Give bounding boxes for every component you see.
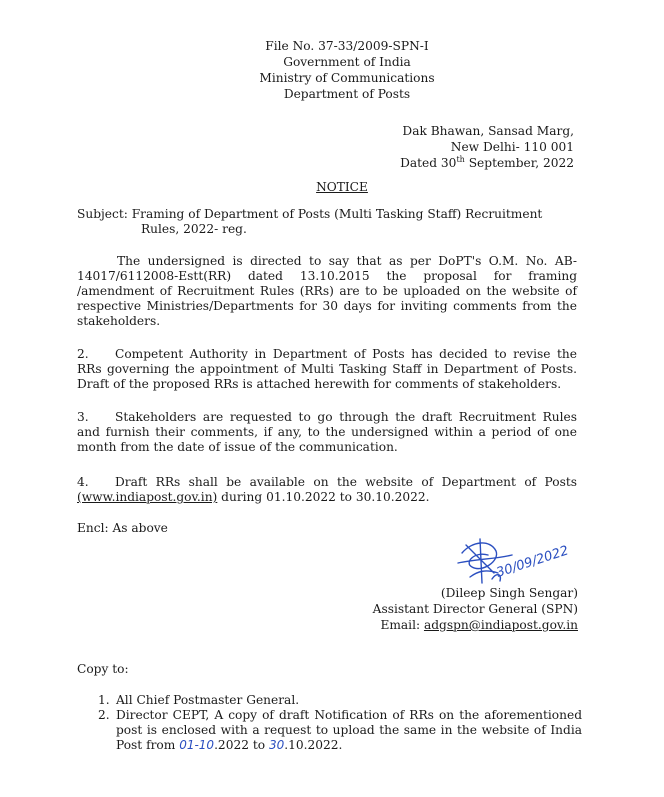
list-item-text-a: Director CEPT, A copy of draft Notification of RRs on the aforementioned post is enclosed with a request to upload the same in the website of India Post from bbox=[116, 708, 582, 752]
address-line-1: Dak Bhawan, Sansad Marg, bbox=[402, 124, 574, 138]
paragraph-2-number: 2. bbox=[77, 347, 89, 361]
date-line bbox=[400, 155, 574, 171]
email-label: Email: bbox=[380, 618, 424, 632]
signatory-block bbox=[373, 585, 578, 633]
list-item-text: All Chief Postmaster General. bbox=[116, 693, 300, 707]
notice-title: NOTICE bbox=[316, 180, 368, 194]
list-item-number: 1. bbox=[98, 693, 110, 707]
enclosure-note: Encl: As above bbox=[77, 521, 168, 535]
signatory-name: (Dileep Singh Sengar) bbox=[440, 586, 578, 600]
list-item-text-c: .10.2022. bbox=[284, 738, 343, 752]
subject-line-1: Framing of Department of Posts (Multi Tasking Staff) Recruitment bbox=[131, 207, 543, 221]
paragraph-1: The undersigned is directed to say that as per DoPT's O.M. No. AB-14017/6112008-Estt(RR) dated 13.10.2015 the proposal for framing /amendment of Recruitment Rules (RRs) are to be uploaded on the website of respective Ministries/Departments for 30 days for inviting comments from the stakeholders. bbox=[77, 254, 577, 328]
website-link[interactable]: (www.indiapost.gov.in) bbox=[77, 490, 218, 504]
date-suffix-sup: th bbox=[456, 154, 465, 164]
file-number: File No. 37-33/2009-SPN-I bbox=[265, 39, 429, 53]
date-month-year: September, 2022 bbox=[464, 156, 574, 170]
paragraph-3-number: 3. bbox=[77, 410, 89, 424]
paragraph-3-text: Stakeholders are requested to go through the draft Recruitment Rules and furnish their comments, if any, to the undersigned within a period of one month from the date of issue of the communication. bbox=[77, 410, 577, 454]
handwritten-date: 30/09/2022 bbox=[494, 543, 571, 581]
handwritten-end-day: 30 bbox=[268, 738, 285, 752]
paragraph-3 bbox=[77, 410, 577, 455]
handwritten-start-date: 01-10 bbox=[179, 738, 215, 752]
list-item bbox=[98, 708, 582, 753]
copy-to-list bbox=[98, 693, 582, 753]
paragraph-4 bbox=[77, 475, 577, 505]
paragraph-2 bbox=[77, 347, 577, 392]
subject-block bbox=[77, 207, 583, 237]
signatory-email-line bbox=[373, 617, 578, 633]
department-name: Department of Posts bbox=[283, 87, 411, 101]
list-item-number: 2. bbox=[98, 708, 110, 722]
subject-line-2: Rules, 2022- reg. bbox=[141, 222, 247, 236]
signatory-designation: Assistant Director General (SPN) bbox=[372, 602, 578, 616]
address-line-2: New Delhi- 110 001 bbox=[450, 140, 574, 154]
paragraph-4-text-b: during 01.10.2022 to 30.10.2022. bbox=[217, 490, 430, 504]
date-prefix: Dated 30 bbox=[400, 156, 457, 170]
list-item-text-b: .2022 to bbox=[214, 738, 269, 752]
subject-label: Subject: bbox=[77, 207, 128, 221]
letter-header bbox=[0, 38, 664, 102]
paragraph-4-text-a: Draft RRs shall be available on the website of Department of Posts bbox=[115, 475, 577, 489]
ministry-name: Ministry of Communications bbox=[259, 71, 435, 85]
address-block bbox=[400, 123, 574, 171]
email-link[interactable]: adgspn@indiapost.gov.in bbox=[423, 618, 578, 632]
copy-to-heading: Copy to: bbox=[77, 662, 129, 676]
paragraph-2-text: Competent Authority in Department of Posts has decided to revise the RRs governing the appointment of Multi Tasking Staff in Department of Posts. Draft of the proposed RRs is attached herewith for comments of stakeholders. bbox=[77, 347, 577, 391]
paragraph-4-number: 4. bbox=[77, 475, 89, 489]
government-name: Government of India bbox=[283, 55, 411, 69]
list-item bbox=[98, 693, 582, 708]
notice-heading bbox=[0, 180, 664, 195]
